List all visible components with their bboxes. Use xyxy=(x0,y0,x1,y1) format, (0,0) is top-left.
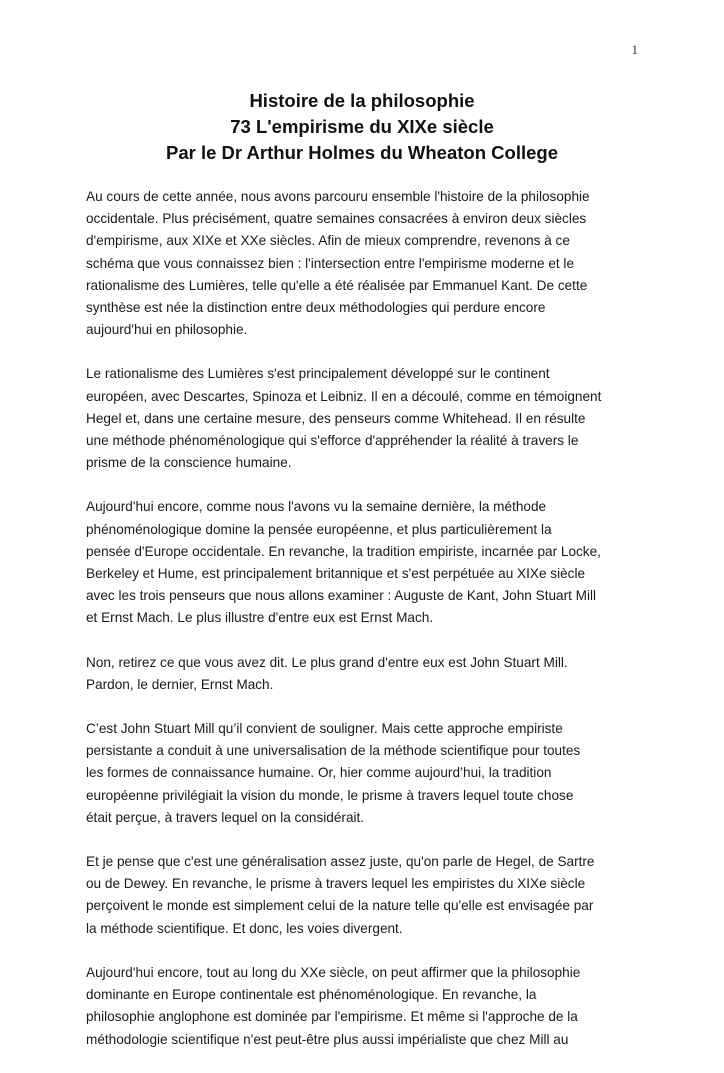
text-line: Aujourd'hui encore, comme nous l'avons vu la semaine dernière, la méthode xyxy=(86,499,547,515)
text-line: européenne privilégiait la vision du monde, le prisme à travers lequel toute chose xyxy=(86,787,574,803)
paragraph xyxy=(86,186,642,341)
text-line: méthodologie scientifique n'est peut-être plus aussi impérialiste que chez Mill au xyxy=(86,1031,569,1047)
text-line: rationalisme des Lumières, telle qu'elle a été réalisée par Emmanuel Kant. De cette xyxy=(86,277,588,293)
paragraph xyxy=(86,851,642,940)
text-line: européen, avec Descartes, Spinoza et Leibniz. Il en a découlé, comme en témoignent xyxy=(86,388,602,404)
text-line: dominante en Europe continentale est phénoménologique. En revanche, la xyxy=(86,987,537,1003)
title-line-course: Histoire de la philosophie xyxy=(249,90,475,111)
text-line: synthèse est née la distinction entre deux méthodologies qui perdure encore xyxy=(86,300,546,316)
text-line: Non, retirez ce que vous avez dit. Le plus grand d'entre eux est John Stuart Mill. xyxy=(86,654,568,670)
paragraph xyxy=(86,962,642,1051)
text-line: persistante a conduit à une universalisation de la méthode scientifique pour toutes xyxy=(86,743,581,759)
text-line: pensée d'Europe occidentale. En revanche, la tradition empiriste, incarnée par Locke, xyxy=(86,543,601,559)
text-line: C’est John Stuart Mill qu’il convient de souligner. Mais cette approche empiriste xyxy=(86,721,563,737)
text-line: ou de Dewey. En revanche, le prisme à travers lequel les empiristes du XIXe siècle xyxy=(86,876,586,892)
text-line: Hegel et, dans une certaine mesure, des penseurs comme Whitehead. Il en résulte xyxy=(86,410,586,426)
text-line: schéma que vous connaissez bien : l'intersection entre l'empirisme moderne et le xyxy=(86,255,575,271)
text-line: une méthode phénoménologique qui s'efforce d'appréhender la réalité à travers le xyxy=(86,433,579,449)
text-line: Et je pense que c'est une généralisation assez juste, qu'on parle de Hegel, de Sartre xyxy=(86,854,595,870)
text-line: Le rationalisme des Lumières s'est principalement développé sur le continent xyxy=(86,366,550,382)
text-line: la méthode scientifique. Et donc, les voies divergent. xyxy=(86,920,403,936)
paragraph xyxy=(86,652,642,696)
text-line: d'empirisme, aux XIXe et XXe siècles. Afin de mieux comprendre, revenons à ce xyxy=(86,233,570,249)
document-title xyxy=(86,88,638,166)
page-number: 1 xyxy=(631,42,638,57)
paragraph xyxy=(86,718,642,829)
text-line: perçoivent le monde est simplement celui de la nature telle qu'elle est envisagée par xyxy=(86,898,594,914)
text-line: était perçue, à travers lequel on la considérait. xyxy=(86,809,365,825)
text-line: prisme de la conscience humaine. xyxy=(86,455,292,471)
text-line: Berkeley et Hume, est principalement britannique et s'est perpétuée au XIXe siècle xyxy=(86,566,586,582)
title-line-lecture: 73 L'empirisme du XIXe siècle xyxy=(230,116,494,137)
paragraph xyxy=(86,496,642,629)
text-line: Aujourd'hui encore, tout au long du XXe siècle, on peut affirmer que la philosophie xyxy=(86,964,581,980)
text-line: Pardon, le dernier, Ernst Mach. xyxy=(86,676,274,692)
paragraph xyxy=(86,363,642,474)
text-line: phénoménologique domine la pensée européenne, et plus particulièrement la xyxy=(86,521,552,537)
text-line: aujourd'hui en philosophie. xyxy=(86,322,248,338)
text-line: avec les trois penseurs que nous allons examiner : Auguste de Kant, John Stuart Mill xyxy=(86,588,597,604)
text-line: Au cours de cette année, nous avons parcouru ensemble l'histoire de la philosophie xyxy=(86,189,590,204)
text-line: philosophie anglophone est dominée par l'empirisme. Et même si l'approche de la xyxy=(86,1009,578,1025)
text-line: et Ernst Mach. Le plus illustre d'entre eux est Ernst Mach. xyxy=(86,610,434,626)
title-line-author: Par le Dr Arthur Holmes du Wheaton College xyxy=(166,142,558,163)
text-line: les formes de connaissance humaine. Or, hier comme aujourd’hui, la tradition xyxy=(86,765,552,781)
document-body xyxy=(86,186,642,1073)
text-line: occidentale. Plus précisément, quatre semaines consacrées à environ deux siècles xyxy=(86,211,587,227)
